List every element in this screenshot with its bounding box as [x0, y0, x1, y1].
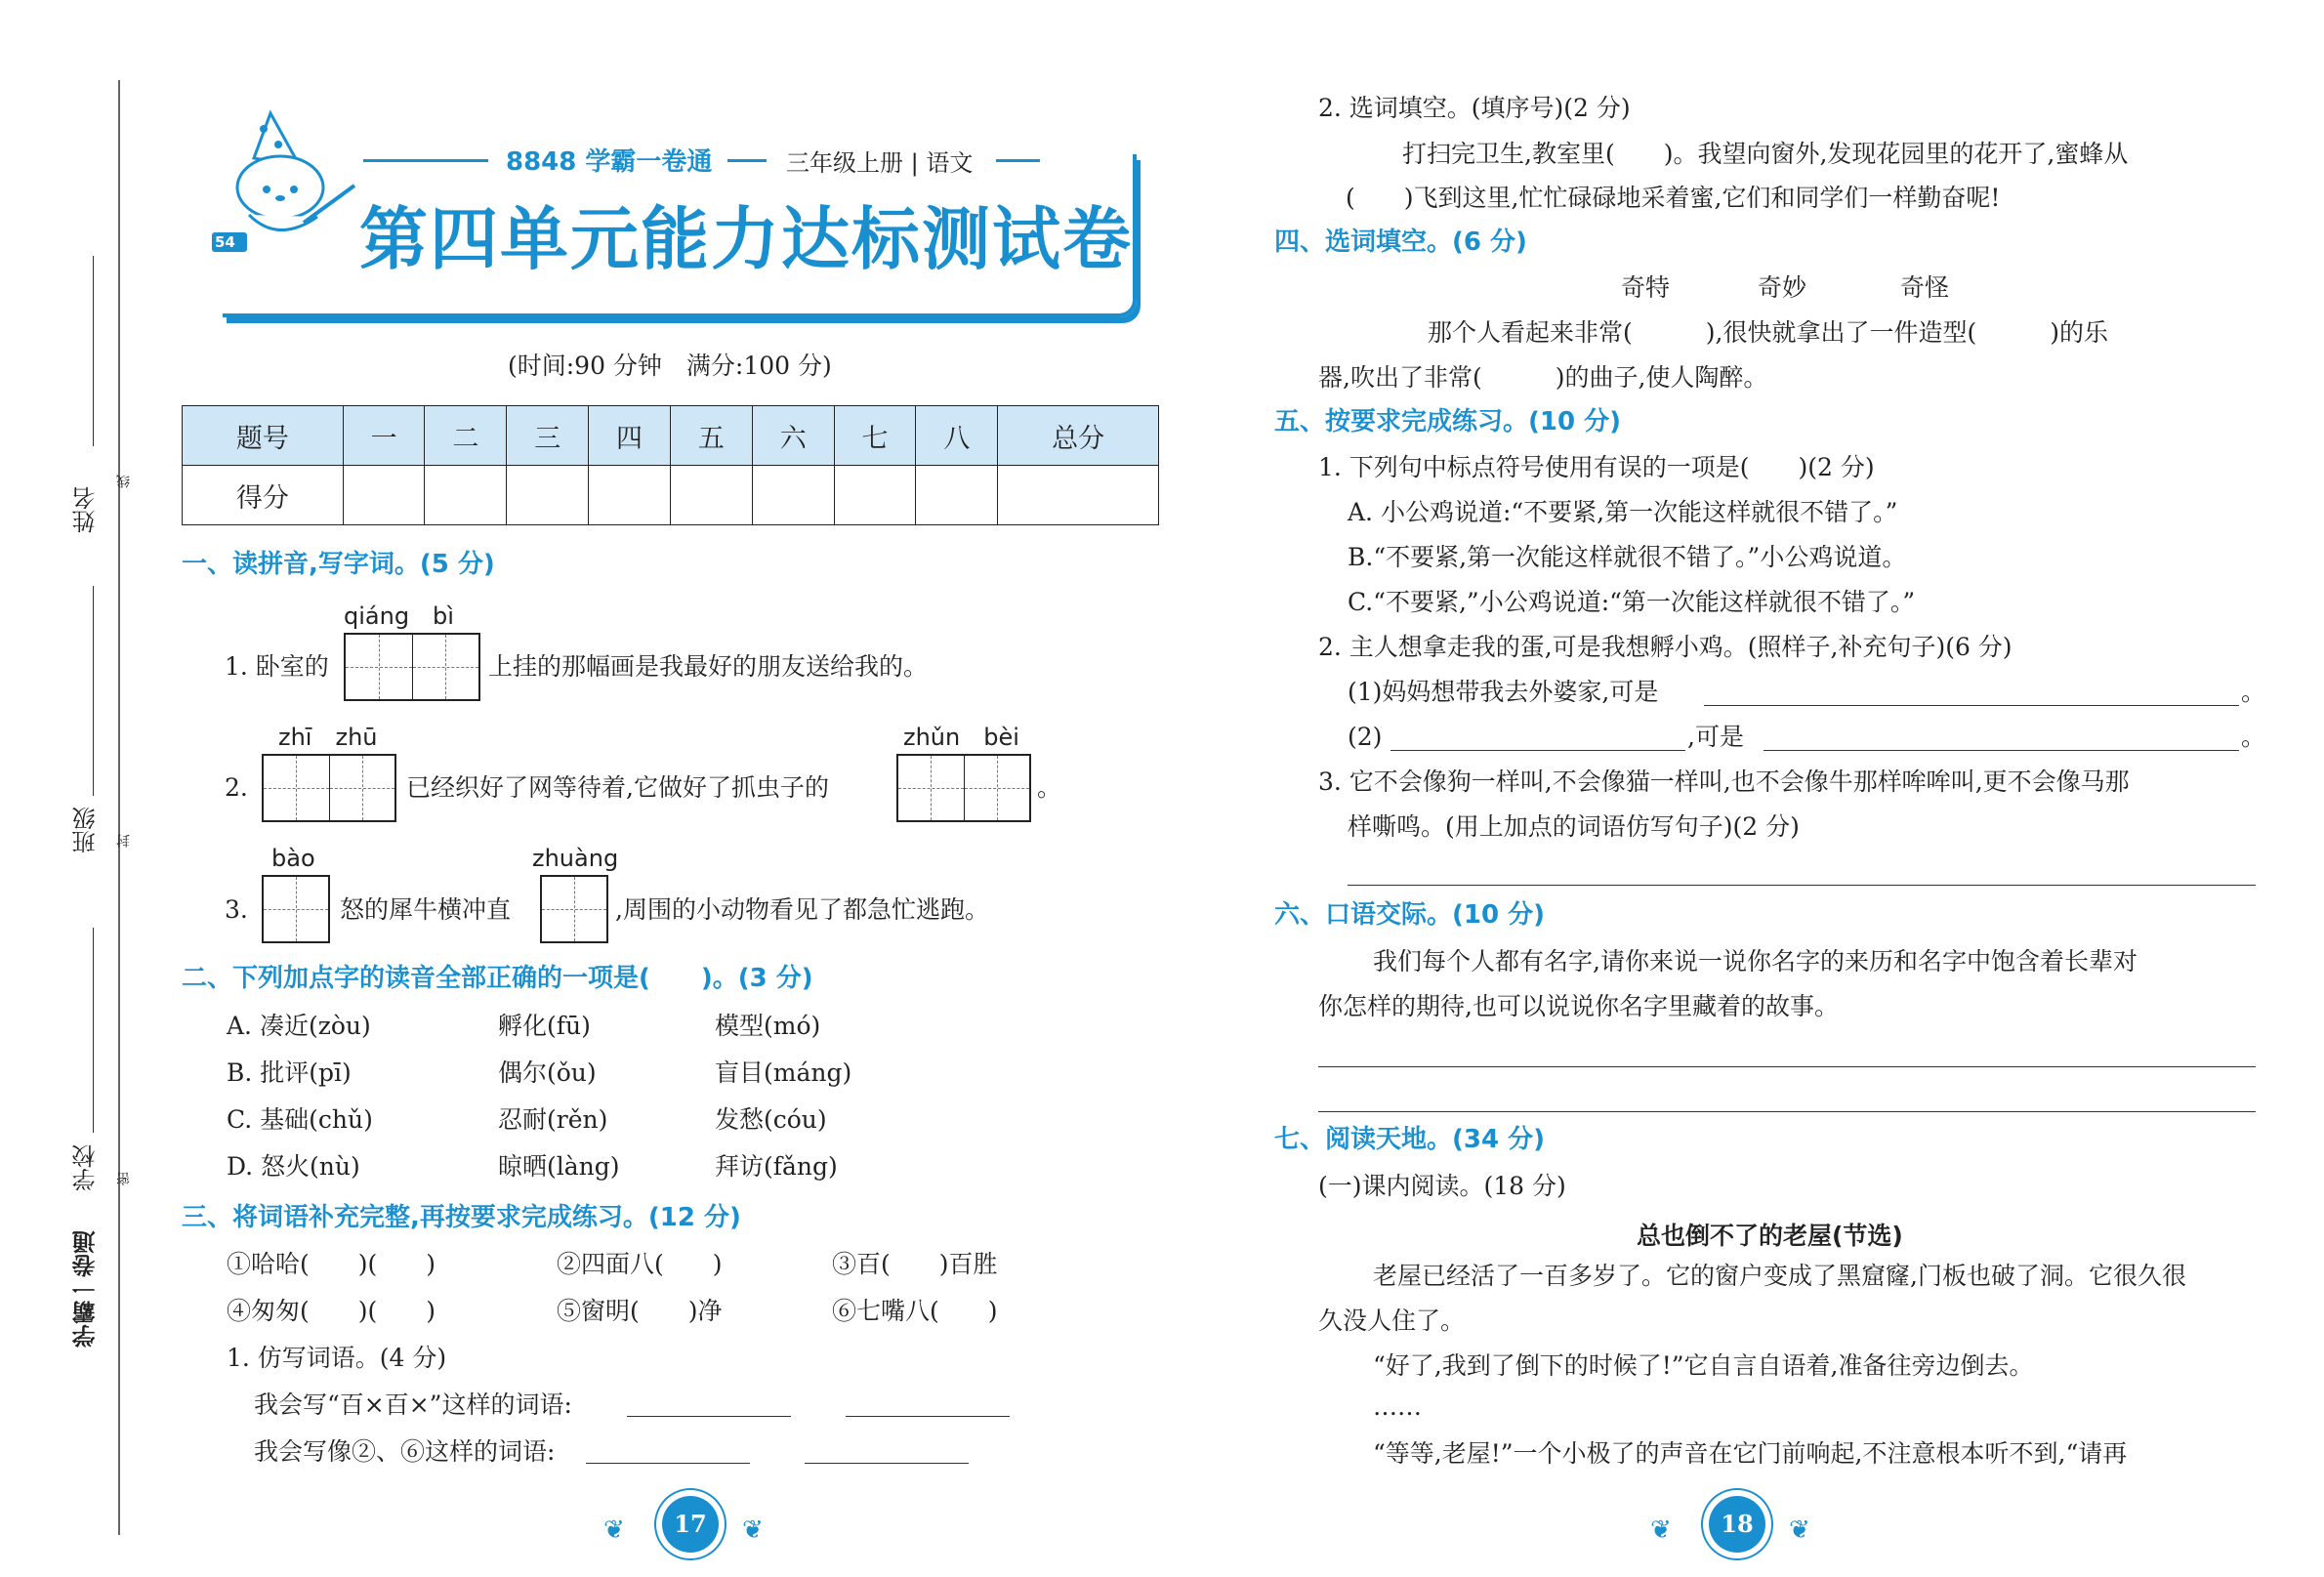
leaf-right-icon: ❦	[1789, 1515, 1810, 1545]
idiom-6: ⑥七嘴八( )	[832, 1297, 998, 1325]
idiom-1: ①哈哈( )( )	[227, 1250, 436, 1278]
brand-label: 学霸一卷通	[72, 1230, 100, 1348]
binding-margin	[0, 0, 146, 1577]
score-header-cell: 六	[752, 406, 834, 466]
score-cell[interactable]	[834, 466, 916, 525]
class-underline	[93, 586, 94, 796]
answer-line[interactable]	[805, 1463, 969, 1464]
answer-box-zhuang[interactable]	[540, 875, 608, 943]
option-c-2: 忍耐(rěn)	[498, 1105, 608, 1134]
leaf-right-icon: ❦	[742, 1515, 764, 1545]
s5-q1: 1. 下列句中标点符号使用有误的一项是( )(2 分)	[1318, 453, 1875, 481]
score-header-cell: 总分	[998, 406, 1159, 466]
word-qimiao: 奇妙	[1758, 273, 1807, 302]
page-title: 第四单元能力达标测试卷	[359, 199, 1133, 279]
r2-line-1: 打扫完卫生,教室里( )。我望向窗外,发现花园里的花开了,蜜蜂从	[1402, 140, 2129, 168]
passage-title: 总也倒不了的老屋(节选)	[1637, 1222, 1903, 1250]
leaf-left-icon: ❦	[1650, 1515, 1672, 1545]
option-a-2: 孵化(fū)	[498, 1012, 591, 1040]
s5-q1-option-a: A. 小公鸡说道:“不要紧,第一次能这样就很不错了。”	[1348, 498, 1898, 526]
s3-q1: 1. 仿写词语。(4 分)	[227, 1344, 447, 1372]
s5-q2b-num: (2)	[1348, 723, 1383, 751]
idiom-4: ④匆匆( )( )	[227, 1297, 436, 1325]
score-table	[182, 405, 1159, 525]
subject-label: 语文	[926, 149, 974, 177]
score-table-header-row	[183, 406, 1159, 466]
separator: |	[910, 149, 919, 177]
answer-line[interactable]	[1318, 1111, 2256, 1112]
score-cell[interactable]	[507, 466, 589, 525]
word-qiguai: 奇怪	[1900, 273, 1950, 302]
q1-text-b: 上挂的那幅画是我最好的朋友送给我的。	[488, 652, 929, 681]
s5-q3-line-1: 3. 它不会像狗一样叫,不会像猫一样叫,也不会像牛那样哞哞叫,更不会像马那	[1318, 768, 2130, 796]
answer-line[interactable]	[1318, 1066, 2256, 1067]
option-d-3: 拜访(fǎng)	[715, 1152, 838, 1181]
series-label: 8848 学霸一卷通	[506, 147, 713, 177]
score-header-cell: 三	[507, 406, 589, 466]
seal-secret-label: 密	[116, 1172, 132, 1185]
s5-q1-option-b: B.“不要紧,第一次能这样就很不错了。”小公鸡说道。	[1348, 543, 1907, 571]
q3-text-c: ,周围的小动物看见了都急忙逃跑。	[615, 895, 989, 924]
binding-line	[118, 80, 120, 1535]
s3-q1a: 我会写“百×百×”这样的词语:	[254, 1390, 572, 1419]
q3-text-a: 3.	[225, 895, 248, 924]
score-header-cell: 一	[343, 406, 425, 466]
score-cell[interactable]	[916, 466, 998, 525]
s5-q2b-text: ,可是	[1687, 723, 1744, 751]
score-header-cell: 题号	[183, 406, 344, 466]
r2-question: 2. 选词填空。(填序号)(2 分)	[1318, 94, 1631, 122]
answer-box-qiangbi[interactable]	[344, 633, 480, 701]
score-header-cell: 二	[425, 406, 507, 466]
s6-line-2: 你怎样的期待,也可以说说你名字里藏着的故事。	[1318, 992, 1839, 1020]
s3-q1b: 我会写像②、⑥这样的词语:	[254, 1437, 556, 1466]
page-footer-right	[1650, 1492, 1826, 1560]
score-header-cell: 四	[589, 406, 671, 466]
passage-line-2: 久没人住了。	[1318, 1307, 1466, 1335]
score-cell[interactable]	[425, 466, 507, 525]
score-header-cell: 八	[916, 406, 998, 466]
s5-q3-line-2: 样嘶鸣。(用上加点的词语仿写句子)(2 分)	[1348, 812, 1800, 841]
score-cell[interactable]	[752, 466, 834, 525]
option-b-3: 盲目(máng)	[715, 1058, 852, 1087]
answer-line[interactable]	[846, 1416, 1010, 1417]
answer-line[interactable]	[627, 1416, 791, 1417]
name-underline	[93, 256, 94, 446]
q2-text-b: 已经织好了网等待着,它做好了抓虫子的	[406, 773, 829, 802]
s5-q2: 2. 主人想拿走我的蛋,可是我想孵小鸡。(照样子,补充句子)(6 分)	[1318, 633, 2013, 661]
answer-line[interactable]	[1764, 750, 2239, 751]
answer-line[interactable]	[1348, 885, 2256, 886]
s5-q1-option-c: C.“不要紧,”小公鸡说道:“第一次能这样就很不错了。”	[1348, 588, 1916, 616]
answer-box-bao[interactable]	[262, 875, 330, 943]
score-cell[interactable]	[998, 466, 1159, 525]
name-label: 姓名	[72, 486, 100, 533]
s4-line-2: 器,吹出了非常( )的曲子,使人陶醉。	[1318, 363, 1768, 392]
idiom-5: ⑤窗明( )净	[557, 1297, 723, 1325]
pinyin-bao: bào	[271, 845, 315, 872]
school-label: 学校	[72, 1144, 100, 1191]
q2-text-a: 2.	[225, 773, 248, 802]
answer-line[interactable]	[586, 1463, 750, 1464]
time-info: (时间:90 分钟 满分:100 分)	[508, 352, 832, 380]
s7-subtitle: (一)课内阅读。(18 分)	[1318, 1172, 1566, 1200]
option-b-1: B. 批评(pī)	[227, 1058, 352, 1087]
score-cell[interactable]	[343, 466, 425, 525]
option-c-3: 发愁(cóu)	[715, 1105, 827, 1134]
answer-line[interactable]	[1704, 705, 2239, 706]
idiom-2: ②四面八( )	[557, 1250, 723, 1278]
option-d-2: 晾晒(làng)	[498, 1152, 620, 1181]
word-qite: 奇特	[1621, 273, 1671, 302]
section-6-title: 六、口语交际。(10 分)	[1274, 900, 1545, 930]
leaf-left-icon: ❦	[603, 1515, 625, 1545]
idiom-3: ③百( )百胜	[832, 1250, 998, 1278]
answer-line[interactable]	[1390, 750, 1685, 751]
answer-box-zhunbei[interactable]	[896, 754, 1031, 822]
q1-text-a: 1. 卧室的	[225, 652, 329, 681]
seal-seal-label: 封	[116, 834, 132, 848]
score-cell[interactable]	[589, 466, 671, 525]
passage-line-5: “等等,老屋!”一个小极了的声音在它门前响起,不注意根本听不到,“请再	[1373, 1439, 2128, 1468]
section-4-title: 四、选词填空。(6 分)	[1274, 228, 1527, 257]
section-3-title: 三、将词语补充完整,再按要求完成练习。(12 分)	[182, 1203, 741, 1232]
section-2-title: 二、下列加点字的读音全部正确的一项是( )。(3 分)	[182, 964, 813, 993]
page-number-18: 18	[1709, 1496, 1765, 1553]
page-footer-left	[603, 1492, 779, 1560]
s5-q2a-period: 。	[2241, 678, 2266, 706]
score-row-label: 得分	[183, 466, 344, 525]
answer-box-zhizhu[interactable]	[262, 754, 396, 822]
score-table-score-row	[183, 466, 1159, 525]
r2-line-2: ( )飞到这里,忙忙碌碌地采着蜜,它们和同学们一样勤奋呢!	[1346, 184, 2001, 212]
q2-text-c: 。	[1037, 773, 1062, 802]
q3-text-b: 怒的犀牛横冲直	[340, 895, 512, 924]
score-cell[interactable]	[670, 466, 752, 525]
section-7-title: 七、阅读天地。(34 分)	[1274, 1125, 1545, 1154]
s6-line-1: 我们每个人都有名字,请你来说一说你名字的来历和名字中饱含着长辈对	[1373, 947, 2137, 975]
option-d-1: D. 怒火(nù)	[227, 1152, 360, 1181]
section-1-title: 一、读拼音,写字词。(5 分)	[182, 550, 495, 579]
score-header-cell: 七	[834, 406, 916, 466]
pinyin-zhunbei: zhǔn bèi	[903, 724, 1019, 751]
option-c-1: C. 基础(chǔ)	[227, 1105, 373, 1134]
school-underline	[93, 928, 94, 1133]
s5-q2b-period: 。	[2241, 723, 2266, 751]
passage-line-4: ……	[1373, 1392, 1422, 1421]
pinyin-qiangbi: qiáng bì	[344, 602, 454, 630]
grade-label: 三年级上册	[786, 149, 903, 177]
pinyin-zhizhu: zhī zhū	[278, 724, 378, 751]
s4-line-1: 那个人看起来非常( ),很快就拿出了一件造型( )的乐	[1428, 318, 2108, 347]
pinyin-zhuang: zhuàng	[532, 845, 619, 872]
page-number-17: 17	[662, 1496, 719, 1553]
seal-line-label: 线	[116, 475, 132, 488]
option-a-1: A. 凑近(zòu)	[227, 1012, 371, 1040]
section-5-title: 五、按要求完成练习。(10 分)	[1274, 407, 1621, 436]
score-header-cell: 五	[670, 406, 752, 466]
option-b-2: 偶尔(ǒu)	[498, 1058, 597, 1087]
s5-q2a: (1)妈妈想带我去外婆家,可是	[1348, 678, 1659, 706]
passage-line-1: 老屋已经活了一百多岁了。它的窗户变成了黑窟窿,门板也破了洞。它很久很	[1373, 1262, 2186, 1290]
badge-number: 54	[215, 233, 235, 251]
passage-line-3: “好了,我到了倒下的时候了!”它自言自语着,准备往旁边倒去。	[1373, 1351, 2034, 1380]
option-a-3: 模型(mó)	[715, 1012, 821, 1040]
class-label: 班级	[72, 807, 100, 853]
